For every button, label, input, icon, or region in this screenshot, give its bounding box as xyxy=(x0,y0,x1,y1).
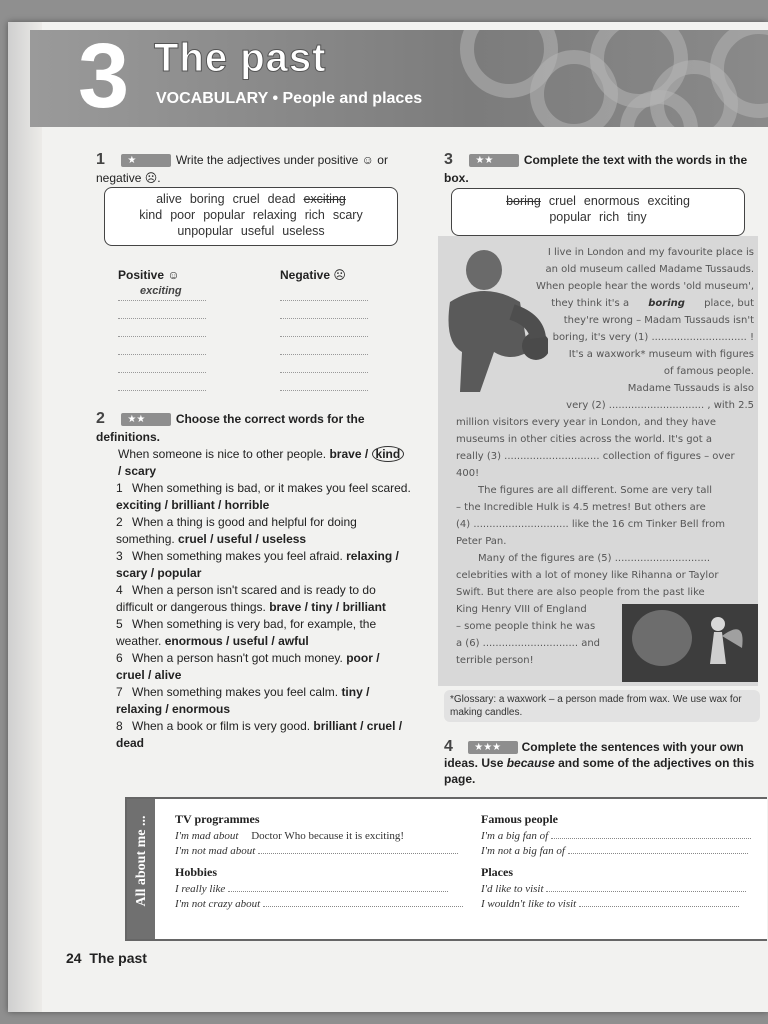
answer-line[interactable]: I'm not a big fan of xyxy=(481,845,761,857)
unit-number: 3 xyxy=(78,30,130,127)
exercise-instruction: Choose the correct words for the definitions. xyxy=(96,412,365,444)
answer-line[interactable]: I'd like to visit xyxy=(481,883,761,895)
exercise-instruction: Complete the text with the words in the box. xyxy=(444,153,748,185)
exercise-3-heading: 3 ★★ Complete the text with the words in the box. xyxy=(444,151,748,185)
word-box: alive boring cruel dead exciting kind poor popular relaxing rich scary unpopular useful useless xyxy=(104,187,398,246)
reading-intro: I live in London and my favourite place is an old museum called Madame Tussauds. When people hear the words 'old museum', they think it's a boring place, but they're wrong – Madam Tussauds isn't boring, it's very (1) .............................. ! It's a waxwork* museum with figures of famous people. Madame Tussauds is also very (2) .............................. , with 2.5 xyxy=(535,247,754,411)
difficulty-stars: ★★ xyxy=(469,154,519,167)
definition-item[interactable]: 4 When a person isn't scared and is ready to do difficult or dangerous things. brave / tiny / brilliant xyxy=(116,583,386,614)
exercise-1-heading xyxy=(96,151,416,187)
answer-line[interactable]: I wouldn't like to visit xyxy=(481,898,761,910)
all-about-me-box xyxy=(125,797,767,941)
difficulty-stars: ★ xyxy=(121,154,171,167)
definition-item[interactable]: 2 When a thing is good and helpful for doing something. cruel / useful / useless xyxy=(116,515,357,546)
example-answer: boring xyxy=(648,298,685,309)
positive-answer-lines[interactable] xyxy=(118,283,206,391)
definition-list xyxy=(116,480,411,752)
all-about-me-tab: All about me ... xyxy=(127,799,155,939)
unit-header xyxy=(30,30,768,127)
page-number: 24 xyxy=(66,950,82,966)
definition-item[interactable]: 5 When something is very bad, for example, the weather. enormous / useful / awful xyxy=(116,617,377,648)
answer-line[interactable]: I really like xyxy=(175,883,475,895)
exercise-number: 1 xyxy=(96,151,105,168)
difficulty-stars: ★★ xyxy=(121,413,171,426)
difficulty-stars: ★★★ xyxy=(468,741,518,754)
hobbies-heading: Hobbies xyxy=(175,865,218,879)
footer-title: The past xyxy=(89,950,147,966)
positive-example: exciting xyxy=(140,285,182,297)
struck-word: boring xyxy=(506,194,541,208)
word-box: boring cruel enormous exciting popular rich tiny xyxy=(451,188,745,236)
negative-answer-lines[interactable] xyxy=(280,283,368,391)
circled-answer: kind xyxy=(372,446,405,462)
tv-programmes-heading: TV programmes xyxy=(175,812,260,826)
reading-body: million visitors every year in London, and they have museums in other cities across the world. It's got a really (3) .............................. collection of figures – over 400! The figures are all different. Some are very tall – the Incredible Hulk is 4.5 metres! But others are (4) .............................. like the 16 cm Tinker Bell from Peter Pan. Many of the figures are (5) .............................. celebrities with a lot of money like Rihanna or Taylor Swift. But there are also people from the past like King Henry VIII of England – some people think he was a (6) .............................. and terrible person! xyxy=(456,417,735,666)
answer-line[interactable]: I'm mad about Doctor Who because it is exciting! xyxy=(175,830,405,842)
definition-item[interactable]: 7 When something makes you feel calm. tiny / relaxing / enormous xyxy=(116,685,370,716)
struck-word: exciting xyxy=(303,192,346,206)
exercise-2-heading: 2 ★★ Choose the correct words for the definitions. xyxy=(96,410,365,444)
definition-item[interactable]: 3 When something makes you feel afraid. relaxing / scary / popular xyxy=(116,549,399,580)
definition-item[interactable]: 8 When a book or film is very good. brilliant / cruel / dead xyxy=(116,719,403,750)
places-heading: Places xyxy=(481,865,513,879)
glossary-note: *Glossary: a waxwork – a person made from wax. We use wax for making candles. xyxy=(444,690,760,722)
unit-title: The past xyxy=(154,36,327,80)
page-footer xyxy=(66,950,147,966)
definition-item[interactable]: 6 When a person hasn't got much money. poor / cruel / alive xyxy=(116,651,380,682)
famous-people-heading: Famous people xyxy=(481,812,559,826)
answer-line[interactable]: I'm not crazy about xyxy=(175,898,475,910)
book-spine xyxy=(8,22,42,1012)
exercise-4-heading: 4 ★★★ Complete the sentences with your own ideas. Use because and some of the adjectives on this page. xyxy=(444,738,755,786)
definition-item[interactable]: 1 When something is bad, or it makes you feel scared. exciting / brilliant / horrible xyxy=(116,481,411,512)
negative-column-label: Negative ☹ xyxy=(280,268,346,282)
unit-subtitle: VOCABULARY • People and places xyxy=(156,90,423,107)
positive-column-label: Positive ☺ xyxy=(118,268,180,282)
exercise-instruction: Write the adjectives under positive ☺ or negative ☹. xyxy=(96,153,388,185)
answer-line[interactable]: I'm a big fan of xyxy=(481,830,761,842)
definition-example: When someone is nice to other people. brave / kind / scary xyxy=(118,446,408,480)
answer-line[interactable]: I'm not mad about xyxy=(175,845,475,857)
